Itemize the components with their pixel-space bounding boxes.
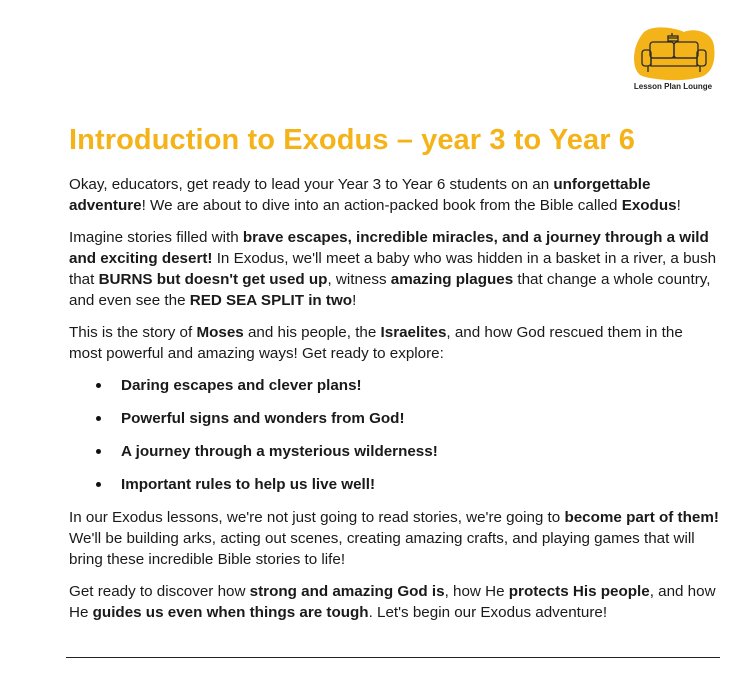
moses-paragraph: This is the story of Moses and his people, the Israelites, and how God rescued them in the most powerful and amazing ways! Get ready to explore:	[69, 324, 683, 362]
list-item: Important rules to help us live well!	[121, 474, 719, 495]
stories-paragraph: Imagine stories filled with brave escapes, incredible miracles, and a journey through a wild and exciting desert! In Exodus, we'll meet a baby who was hidden in a basket in a river, a bush that BURNS but doesn't get used up, witness amazing plagues that change a whole country, and even see the RED SEA SPLIT in two!	[69, 229, 717, 309]
logo-text: Lesson Plan Lounge	[633, 82, 713, 91]
list-item: A journey through a mysterious wilderness!	[121, 441, 719, 462]
footer-divider	[66, 657, 720, 658]
list-item: Daring escapes and clever plans!	[121, 375, 719, 396]
sofa-icon	[632, 26, 716, 82]
list-item: Powerful signs and wonders from God!	[121, 408, 719, 429]
logo	[628, 26, 718, 96]
intro-paragraph: Okay, educators, get ready to lead your Year 3 to Year 6 students on an unforgettable adventure! We are about to dive into an action-packed book from the Bible called Exodus!	[69, 176, 681, 214]
main-content	[69, 124, 719, 634]
explore-list	[69, 375, 719, 495]
page-title: Introduction to Exodus – year 3 to Year 6	[69, 124, 635, 156]
lessons-paragraph: In our Exodus lessons, we're not just going to read stories, we're going to become part of them! We'll be building arks, acting out scenes, creating amazing crafts, and playing games that will bring these incredible Bible stories to life!	[69, 509, 719, 568]
closing-paragraph: Get ready to discover how strong and amazing God is, how He protects His people, and how He guides us even when things are tough. Let's begin our Exodus adventure!	[69, 583, 716, 621]
